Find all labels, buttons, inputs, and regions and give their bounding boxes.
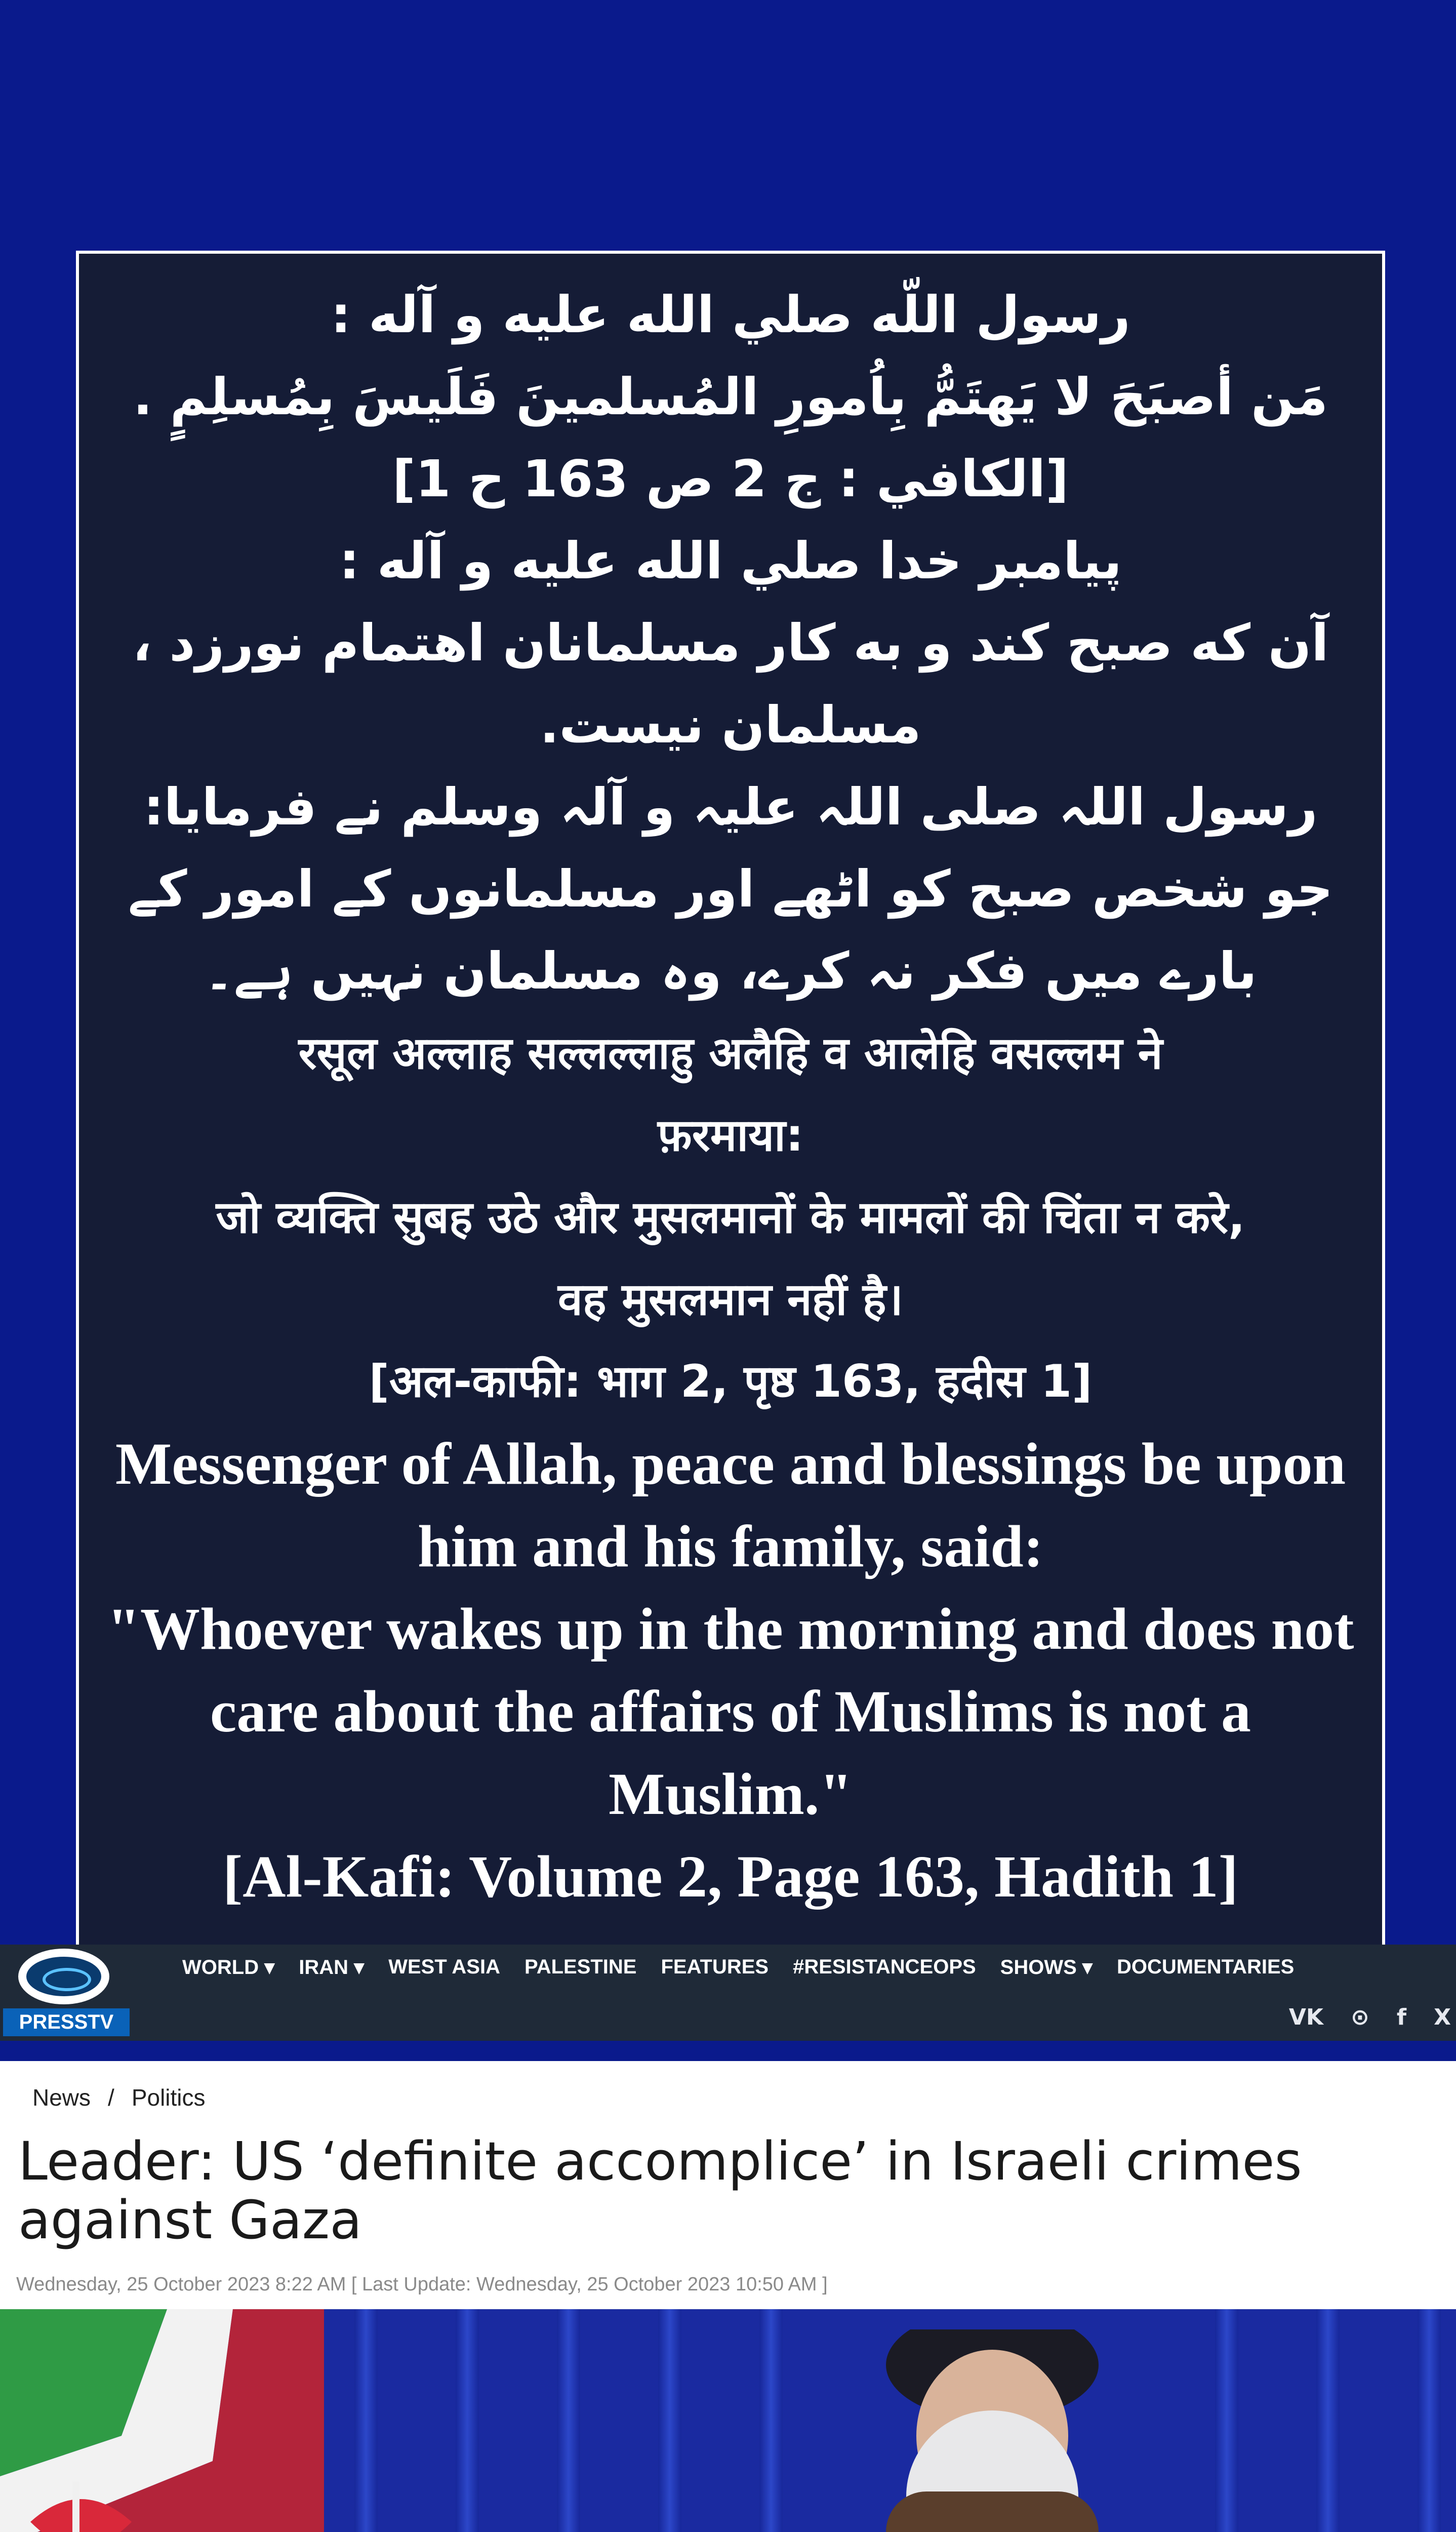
site-navbar (0, 1945, 1456, 2041)
article-header (0, 2061, 1456, 2309)
main-nav (182, 1956, 1294, 1979)
hindi-line: वह मुसलमान नहीं है। (557, 1273, 904, 1325)
urdu-line: بارے میں فکر نہ کرے، وہ مسلمان نہیں ہے۔ (204, 941, 1257, 1001)
curtain-fold (456, 2309, 479, 2532)
vk-icon[interactable]: VK (1288, 2004, 1324, 2030)
social-links (1289, 2004, 1451, 2030)
hindi-line: जो व्यक्ति सुबह उठे और मुसलमानों के मामलों की चिंता न करे, (216, 1191, 1245, 1243)
breadcrumb (32, 2084, 206, 2111)
instagram-icon[interactable]: ⊙ (1351, 2004, 1369, 2030)
urdu-line: رسول اللہ صلی اللہ علیہ و آلہ وسلم نے فرمایا: (143, 777, 1318, 837)
article-photo (0, 2309, 1456, 2532)
english-line: him and his family, said: (417, 1513, 1044, 1579)
breadcrumb-news[interactable]: News (32, 2084, 91, 2111)
hindi-line: रसूल अल्लाह सल्लल्लाहु अलैहि व आलेहि वसल्लम ने (298, 1027, 1163, 1079)
hindi-source: [अल-काफी: भाग 2, पृष्ठ 163, हदीस 1] (369, 1355, 1093, 1407)
curtain-fold (1418, 2309, 1441, 2532)
curtain-fold (759, 2309, 783, 2532)
curtain-fold (1316, 2309, 1340, 2532)
curtain-fold (658, 2309, 681, 2532)
hadith-card (76, 251, 1385, 1950)
nav-item-shows[interactable]: SHOWS ▾ (1000, 1956, 1093, 1979)
english-source: [Al-Kafi: Volume 2, Page 163, Hadith 1] (223, 1843, 1238, 1910)
curtain-fold (354, 2309, 378, 2532)
arabic-source: [الكافي : ج 2 ص 163 ح 1] (392, 449, 1069, 508)
facebook-icon[interactable]: f (1396, 2004, 1407, 2030)
english-line: Muslim." (609, 1761, 853, 1827)
english-line: Messenger of Allah, peace and blessings be upon (115, 1431, 1346, 1497)
persian-line: آن كه صبح كند و به كار مسلمانان اهتمام نورزد ، (132, 613, 1329, 672)
english-line: care about the affairs of Muslims is not a (210, 1678, 1251, 1745)
breadcrumb-separator: / (108, 2084, 114, 2111)
logo-ring-icon (18, 1949, 109, 2004)
curtain-fold (1215, 2309, 1238, 2532)
x-icon[interactable]: X (1434, 2004, 1451, 2030)
breadcrumb-politics[interactable]: Politics (131, 2084, 206, 2111)
english-line: "Whoever wakes up in the morning and does not (107, 1596, 1354, 1662)
hindi-line: फ़रमाया: (657, 1109, 804, 1161)
iran-flag-image (0, 2309, 324, 2532)
nav-item-features[interactable]: FEATURES (661, 1956, 769, 1978)
article-headline: Leader: US ‘definite accomplice’ in Israeli crimes against Gaza (18, 2130, 1302, 2251)
presstv-logo[interactable] (3, 1949, 130, 2037)
logo-text: PRESSTV (3, 2008, 130, 2036)
speaker-portrait (810, 2329, 1175, 2532)
urdu-line: جو شخص صبح کو اٹھے اور مسلمانوں کے امور کے (128, 859, 1333, 919)
nav-item-resistanceops[interactable]: #RESISTANCEOPS (793, 1956, 976, 1978)
nav-item-palestine[interactable]: PALESTINE (524, 1956, 637, 1978)
nav-item-iran[interactable]: IRAN ▾ (299, 1956, 365, 1979)
nav-item-west-asia[interactable]: WEST ASIA (388, 1956, 500, 1978)
curtain-fold (557, 2309, 580, 2532)
persian-line: پيامبر خدا صلي الله عليه و آله : (339, 531, 1122, 590)
nav-item-world[interactable]: WORLD ▾ (182, 1956, 275, 1979)
arabic-line: مَن أصبَحَ لا يَهتَمُّ بِاُمورِ المُسلمينَ فَلَيسَ بِمُسلِمٍ . (133, 367, 1328, 426)
article-dates: Wednesday, 25 October 2023 8:22 AM [ Last Update: Wednesday, 25 October 2023 10:50 AM ] (16, 2274, 828, 2295)
persian-line: مسلمان نيست. (540, 695, 921, 755)
nav-item-documentaries[interactable]: DOCUMENTARIES (1116, 1956, 1295, 1978)
arabic-line: رسول اللّه صلي الله عليه و آله : (331, 285, 1130, 344)
